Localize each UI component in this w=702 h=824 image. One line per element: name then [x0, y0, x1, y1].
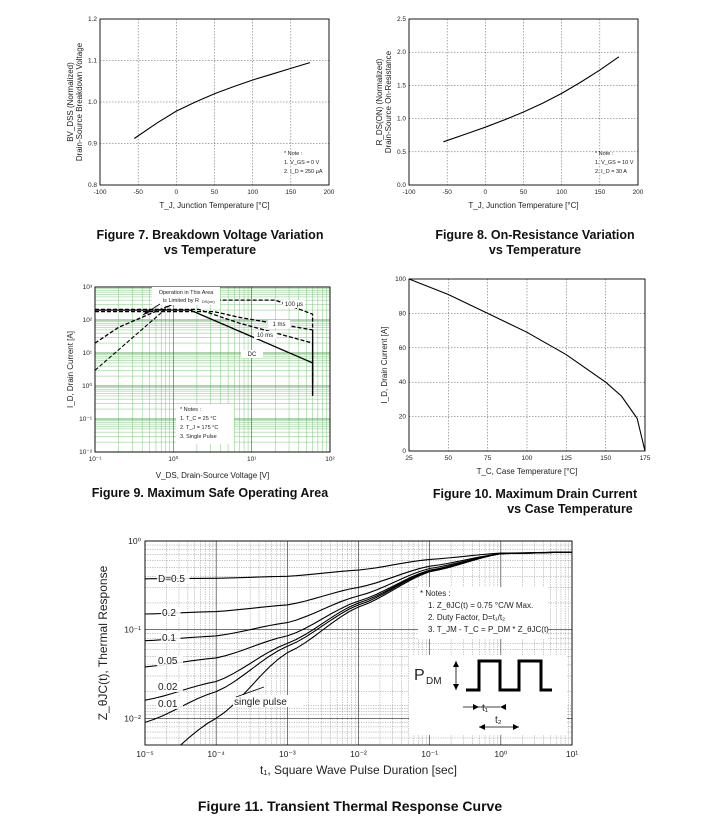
curve-label: 0.1 — [162, 633, 176, 644]
figure-8-caption-line2: vs Temperature — [488, 243, 582, 257]
note-text: * Notes : — [180, 407, 202, 413]
y-tick-label: 1.5 — [396, 82, 406, 90]
figure-7-caption — [60, 228, 360, 258]
rds-annotation-line1: Operation in This Area — [158, 290, 214, 296]
note-text: * Note : — [595, 151, 614, 157]
x-tick-label: 10⁻³ — [278, 749, 296, 759]
x-tick-label: 150 — [285, 189, 297, 196]
y-tick-label: 1.0 — [396, 115, 406, 123]
x-tick-label: -100 — [402, 189, 416, 196]
figure-7-caption-line2: vs Temperature — [163, 243, 257, 257]
figure-8-caption — [385, 228, 685, 258]
x-tick-label: -50 — [133, 189, 143, 196]
x-tick-label: -100 — [93, 189, 107, 196]
y-tick-label: 0.9 — [87, 140, 97, 148]
figure-9-caption-line1: Figure 9. Maximum Safe Operating Area — [91, 486, 329, 500]
y-tick-label: 10¹ — [82, 350, 92, 357]
y-tick-label: 0.8 — [87, 182, 97, 189]
note-text: 3. T_JM - T_C = P_DM * Z_θJC(t) — [428, 625, 549, 634]
curve-label: D=0.5 — [158, 574, 185, 585]
figure-9-chart — [66, 284, 336, 480]
x-tick-label: -50 — [442, 189, 452, 196]
x-tick-label: 100 — [247, 189, 259, 196]
x-axis-label: t₁, Square Wave Pulse Duration [sec] — [259, 763, 458, 777]
y-tick-label: 2.5 — [396, 16, 406, 23]
x-tick-label: 10⁻⁵ — [136, 749, 154, 759]
x-tick-label: 200 — [632, 189, 644, 196]
y-tick-label: 10² — [82, 317, 92, 324]
curve-label: 100 µs — [284, 302, 304, 308]
y-tick-label: 20 — [398, 413, 406, 421]
x-tick-label: 10¹ — [246, 456, 257, 463]
y-tick-label: 1.2 — [87, 16, 97, 23]
x-tick-label: 10² — [325, 456, 335, 463]
x-tick-label: 150 — [600, 455, 612, 462]
figure-10-chart — [380, 276, 651, 476]
x-axis-label: T_J, Junction Temperature [°C] — [468, 201, 579, 210]
y-tick-label: 0 — [402, 448, 406, 455]
figure-7-caption-line1: Figure 7. Breakdown Voltage Variation — [96, 228, 324, 242]
t1-label: t₁ — [482, 703, 489, 714]
x-tick-label: 10⁰ — [168, 456, 179, 463]
curve-label: 0.02 — [158, 682, 178, 693]
figure-8-chart — [375, 16, 644, 210]
note-text: 2. T_J = 175 °C — [180, 425, 219, 431]
series-line-id — [409, 279, 645, 451]
y-axis-label-line1: R_DS(ON) (Normalized) — [375, 58, 384, 146]
t2-label: t₂ — [495, 715, 502, 726]
rds-on-limit-line — [95, 297, 180, 370]
y-axis-label-line2: Drain-Source Breakdown Voltage — [75, 42, 84, 162]
pdm-label: P — [414, 667, 425, 684]
x-tick-label: 25 — [405, 455, 413, 462]
note-text: 1. Z_θJC(t) = 0.75 °C/W Max. — [428, 601, 534, 610]
y-tick-label: 40 — [398, 379, 406, 387]
x-tick-label: 10⁻¹ — [421, 749, 439, 759]
curve-label: 10 ms — [256, 333, 274, 339]
x-tick-label: 50 — [519, 189, 528, 196]
rds-annotation-line2: is Limited by R — [162, 298, 200, 304]
y-tick-label: 10⁻² — [124, 713, 141, 724]
pulse-diagram-background — [409, 655, 567, 735]
y-axis-label-line2: Drain-Source On-Resistance — [384, 50, 393, 154]
y-tick-label: 0.5 — [396, 148, 406, 156]
figure-11-chart — [96, 536, 578, 777]
y-axis-label: I_D, Drain Current [A] — [66, 331, 75, 408]
curve-label: 0.05 — [158, 656, 178, 667]
y-tick-label: 10⁰ — [82, 383, 92, 390]
x-tick-label: 175 — [639, 455, 651, 462]
x-tick-label: 75 — [484, 455, 492, 462]
y-axis-label: Z_θJC(t), Thermal Response — [96, 565, 110, 721]
x-tick-label: 10¹ — [565, 749, 579, 759]
x-tick-label: 10⁻⁴ — [207, 749, 225, 759]
curve-label-single-pulse: single pulse — [234, 697, 287, 708]
x-tick-label: 50 — [444, 455, 452, 462]
curve-label: 1 ms — [272, 322, 286, 328]
x-tick-label: 100 — [556, 189, 568, 196]
rds-annotation-subscript: DS(on) — [202, 299, 215, 304]
y-axis-label-line1: BV_DSS (Normalized) — [66, 62, 75, 142]
series-line-rds-on- — [443, 57, 619, 142]
note-text: 2. Duty Factor, D=t₁/t₂ — [428, 613, 506, 622]
note-text: 1. V_GS = 0 V — [284, 160, 320, 166]
y-tick-label: 2.0 — [396, 49, 406, 57]
figure-9-caption — [60, 486, 360, 501]
x-tick-label: 10⁻¹ — [88, 456, 102, 463]
figure-11-caption-line1: Figure 11. Transient Thermal Response Curve — [197, 798, 503, 814]
curve-label: 0.2 — [162, 608, 176, 619]
y-tick-label: 1.0 — [87, 99, 97, 106]
note-text: * Notes : — [420, 589, 451, 598]
y-tick-label: 60 — [398, 344, 406, 352]
y-tick-label: 100 — [395, 276, 406, 283]
x-tick-label: 100 — [521, 455, 533, 462]
figure-10-caption — [385, 487, 685, 517]
note-text: 2. I_D = 250 μA — [284, 169, 323, 175]
y-tick-label: 80 — [398, 310, 406, 318]
note-text: 1. V_GS = 10 V — [595, 160, 634, 166]
x-tick-label: 50 — [210, 189, 219, 196]
series-line-bvdss — [134, 63, 310, 139]
figure-7-chart — [66, 16, 335, 210]
curve-label: DC — [247, 352, 257, 358]
x-tick-label: 10⁻² — [350, 749, 367, 759]
curve-label: 0.01 — [158, 699, 178, 710]
figure-10-caption-line1: Figure 10. Maximum Drain Current — [432, 487, 638, 501]
y-tick-label: 10⁰ — [128, 536, 141, 546]
note-text: * Note : — [284, 151, 303, 157]
x-axis-label: T_J, Junction Temperature [°C] — [159, 201, 270, 210]
figure-8-caption-line1: Figure 8. On-Resistance Variation — [435, 228, 635, 242]
y-tick-label: 0.0 — [396, 182, 406, 189]
note-text: 1. T_C = 25 °C — [180, 416, 217, 422]
y-tick-label: 10³ — [82, 284, 92, 291]
x-tick-label: 200 — [323, 189, 335, 196]
y-tick-label: 10⁻¹ — [124, 624, 141, 635]
x-tick-label: 0 — [483, 189, 488, 196]
x-tick-label: 0 — [174, 189, 179, 196]
y-axis-label: I_D, Drain Current [A] — [380, 326, 389, 404]
pdm-subscript: DM — [426, 676, 442, 687]
x-tick-label: 150 — [594, 189, 606, 196]
y-tick-label: 1.1 — [87, 57, 97, 65]
plot-frame — [409, 279, 645, 451]
x-tick-label: 10⁰ — [494, 749, 508, 759]
figure-10-caption-line2: vs Case Temperature — [507, 502, 633, 516]
figure-11-caption — [150, 799, 550, 814]
y-tick-label: 10⁻¹ — [79, 416, 92, 423]
note-text: 2. I_D = 30 A — [595, 169, 627, 175]
x-axis-label: V_DS, Drain-Source Voltage [V] — [155, 471, 270, 480]
y-tick-label: 10⁻² — [79, 449, 92, 456]
x-axis-label: T_C, Case Temperature [°C] — [476, 467, 578, 476]
note-text: 3. Single Pulse — [180, 434, 217, 440]
x-tick-label: 125 — [560, 455, 572, 462]
